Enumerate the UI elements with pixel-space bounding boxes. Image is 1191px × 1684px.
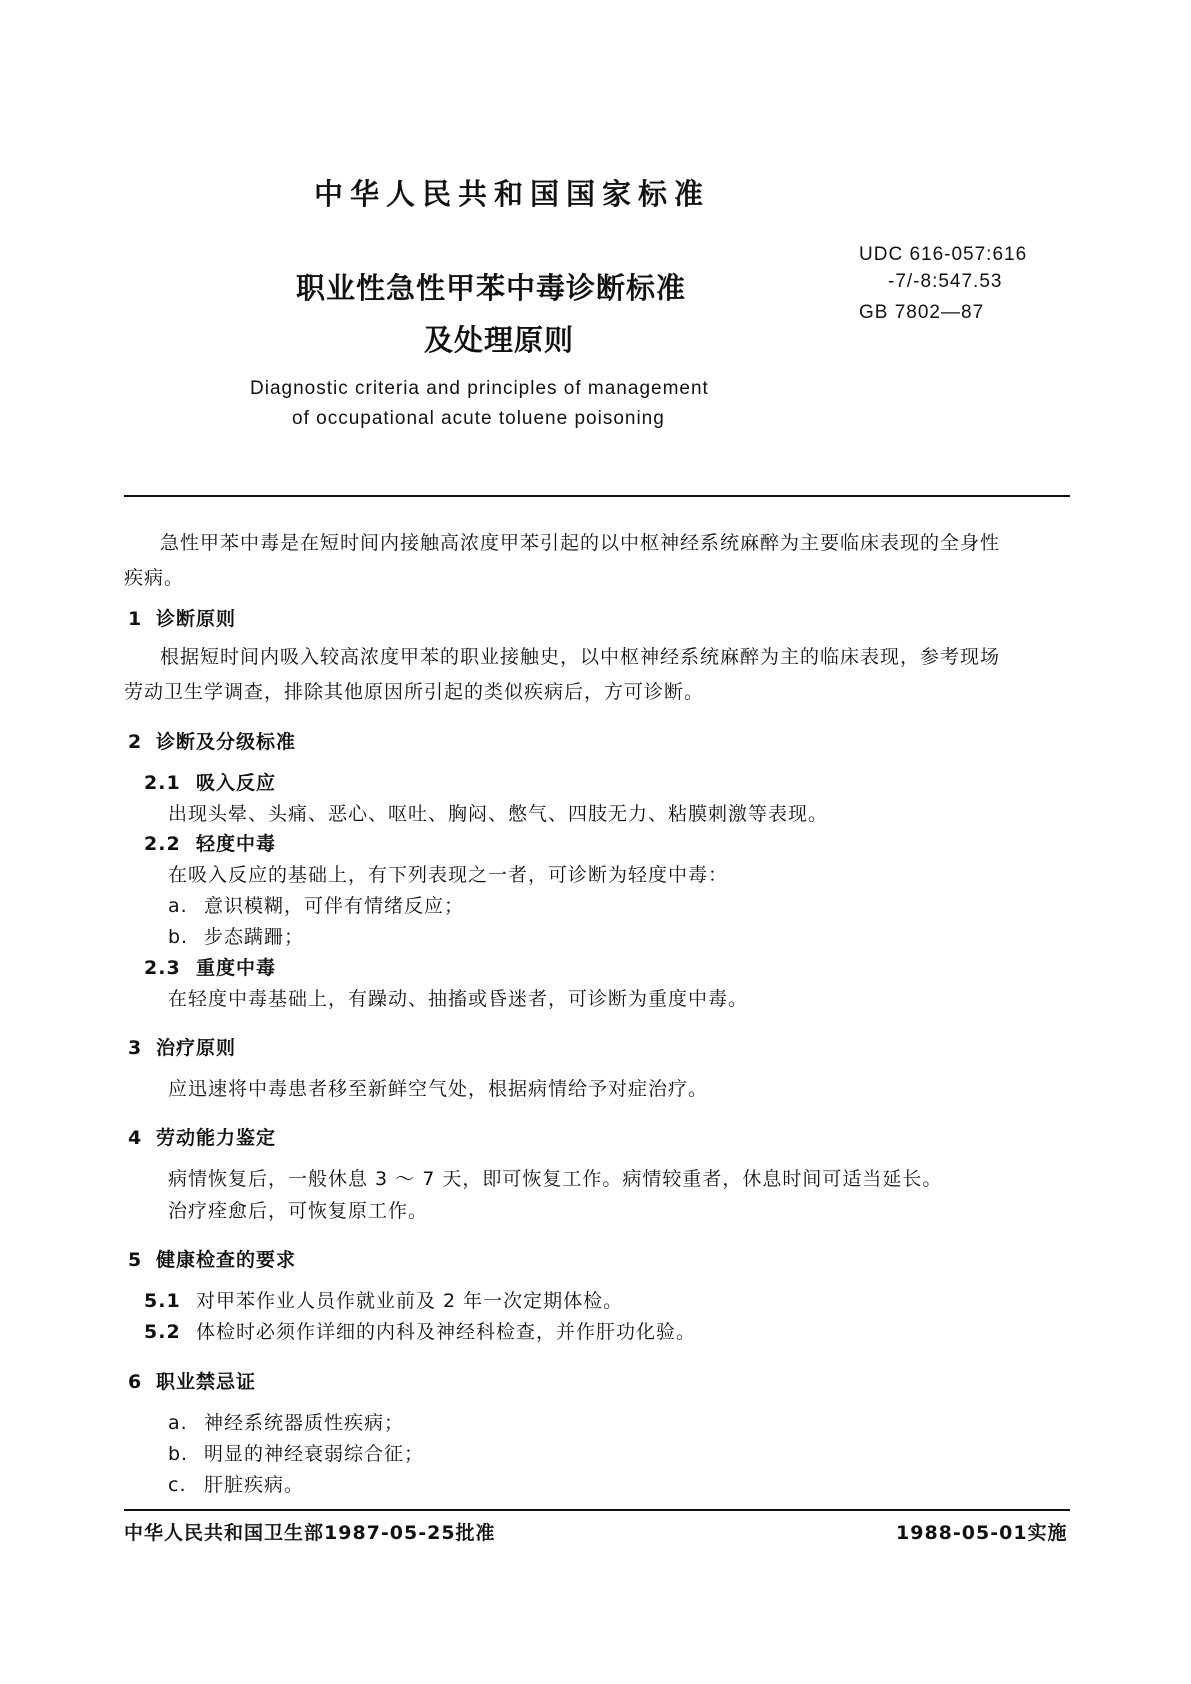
national-standard-heading: 中华人民共和国国家标准 (314, 177, 711, 211)
section-number: 4 (128, 1127, 143, 1149)
section-title: 劳动能力鉴定 (156, 1127, 277, 1149)
list-text: 意识模糊，可伴有情绪反应； (204, 895, 465, 917)
list-item (168, 1470, 304, 1497)
section-title: 治疗原则 (156, 1037, 237, 1059)
section-title: 诊断及分级标准 (156, 731, 297, 753)
list-marker: b. (168, 926, 189, 948)
section-4-line2: 治疗痊愈后，可恢复原工作。 (168, 1200, 429, 1222)
section-2-heading (128, 727, 296, 754)
gb-code: GB 7802—87 (859, 302, 985, 323)
intro-paragraph (124, 526, 1070, 596)
list-text: 神经系统器质性疾病； (204, 1412, 405, 1434)
subsection-title: 吸入反应 (196, 772, 277, 794)
section-number: 3 (128, 1037, 143, 1059)
section-title: 职业禁忌证 (156, 1371, 257, 1393)
udc-code-line2: -7/-8:547.53 (888, 271, 1003, 292)
section-title: 健康检查的要求 (156, 1249, 297, 1271)
english-title-line1: Diagnostic criteria and principles of management (250, 378, 709, 399)
section-1-paragraph (124, 640, 1070, 710)
section-4-heading (128, 1123, 276, 1150)
approval-date: 中华人民共和国卫生部1987-05-25批准 (124, 1522, 496, 1544)
list-text: 肝脏疾病。 (204, 1474, 305, 1496)
subsection-number: 2.1 (144, 772, 181, 794)
subsection-number: 2.3 (144, 957, 181, 979)
subsection-title: 重度中毒 (196, 957, 277, 979)
section-3-text: 应迅速将中毒患者移至新鲜空气处，根据病情给予对症治疗。 (168, 1078, 709, 1100)
subsection-2-1-heading (144, 768, 276, 795)
section-1-heading (128, 604, 236, 631)
section-1-line2: 劳动卫生学调查，排除其他原因所引起的类似疾病后，方可诊断。 (124, 681, 705, 703)
footer-divider (124, 1509, 1070, 1511)
subsection-title: 轻度中毒 (196, 833, 277, 855)
section-number: 6 (128, 1371, 143, 1393)
intro-line1: 急性甲苯中毒是在短时间内接触高浓度甲苯引起的以中枢神经系统麻醉为主要临床表现的全身性 (160, 532, 1001, 554)
list-marker: a. (168, 1412, 188, 1434)
section-6-heading (128, 1367, 256, 1394)
header-divider (124, 495, 1070, 497)
section-number: 2 (128, 731, 143, 753)
udc-code-line1: UDC 616-057:616 (859, 244, 1028, 265)
subsection-2-3-heading (144, 953, 276, 980)
english-title-line2: of occupational acute toluene poisoning (292, 408, 665, 429)
list-text: 步态蹒跚； (204, 926, 305, 948)
section-number: 5 (128, 1249, 143, 1271)
effective-date: 1988-05-01实施 (896, 1522, 1068, 1544)
section-1-line1: 根据短时间内吸入较高浓度甲苯的职业接触史，以中枢神经系统麻醉为主的临床表现，参考现场 (160, 646, 1001, 668)
list-marker: a. (168, 895, 188, 917)
section-title: 诊断原则 (156, 608, 237, 630)
section-5-heading (128, 1245, 296, 1272)
subsection-text: 体检时必须作详细的内科及神经科检查，并作肝功化验。 (196, 1321, 697, 1343)
list-item (168, 1408, 404, 1435)
subsection-2-2-text: 在吸入反应的基础上，有下列表现之一者，可诊断为轻度中毒： (168, 864, 729, 886)
subsection-text: 对甲苯作业人员作就业前及 2 年一次定期体检。 (196, 1290, 624, 1312)
section-number: 1 (128, 608, 143, 630)
list-marker: c. (168, 1474, 187, 1496)
subsection-2-1-text: 出现头晕、头痛、恶心、呕吐、胸闷、憋气、四肢无力、粘膜刺激等表现。 (168, 803, 829, 825)
list-text: 明显的神经衰弱综合征； (204, 1443, 425, 1465)
list-item (168, 922, 304, 949)
subsection-5-2 (144, 1317, 696, 1344)
document-title-line1: 职业性急性甲苯中毒诊断标准 (296, 271, 687, 305)
section-4-line1: 病情恢复后，一般休息 3 ～ 7 天，即可恢复工作。病情较重者，休息时间可适当延长。 (168, 1168, 943, 1190)
subsection-number: 5.2 (144, 1321, 181, 1343)
list-marker: b. (168, 1443, 189, 1465)
document-title-line2: 及处理原则 (424, 323, 575, 357)
subsection-5-1 (144, 1286, 623, 1313)
intro-line2: 疾病。 (124, 567, 185, 589)
list-item (168, 1439, 424, 1466)
list-item (168, 891, 464, 918)
subsection-number: 2.2 (144, 833, 181, 855)
subsection-2-3-text: 在轻度中毒基础上，有躁动、抽搐或昏迷者，可诊断为重度中毒。 (168, 988, 749, 1010)
subsection-2-2-heading (144, 829, 276, 856)
subsection-number: 5.1 (144, 1290, 181, 1312)
section-3-heading (128, 1033, 236, 1060)
